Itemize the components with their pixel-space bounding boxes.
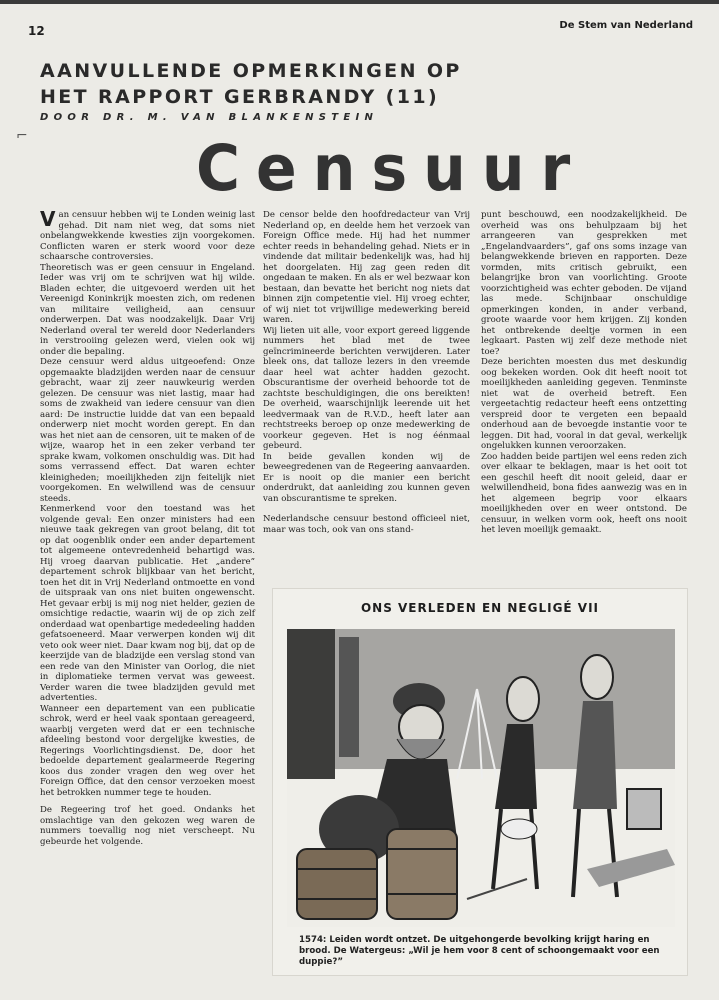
paragraph: Van censuur hebben wij te Londen weinig last gehad. Dit nam niet weg, dat soms niet onbelangwekkende kwesties zijn voorgekomen. Conflicten waren er sterk woord voor deze schaarsche controversies. [40, 207, 255, 262]
paragraph: Kenmerkend voor den toestand was het volgende geval: Een onzer ministers had een nieuwe taak gekregen van groot belang, dit tot op dat oogenblik onder een ander departement tot algemeene ontevredenheid behartigd was. Hij vroeg daarvan publicatie. Het „andere” departement schrok blijkbaar van het bericht, toen het dit in Vrij Nederland ontmoette en vond de uitspraak van ons niet buiten ongewenscht. Het gevaar erbij is mij nog niet helder, gezien de omsichtige redactie, waarin wij de op zich zelf onderdaad wat openbartige mededeeling hadden gefatsoeneerd. Maar verwerpen konden wij dit veto ook weer niet. Daar kwam nog bij, dat op de keerzijde van de bladzijde een verslag stond van een rede van den Minister van Oorlog, die niet in diplomatieke termen vervat was geweest. Verder waren die twee bladzijden gevuld met advertenties. [40, 504, 255, 703]
page-number: 12 [28, 24, 45, 38]
running-head: De Stem van Nederland [559, 20, 693, 31]
article-headline [40, 58, 462, 110]
pencil-margin-mark: ⌐ [16, 128, 28, 144]
paragraph: Wanneer een departement van een publicatie schrok, werd er heel vaak spontaan gereageerd, waarbij vergeten werd dat er een technische afdeeling bestond voor dergelijke kwesties, de Regerings Voorlichtingsdienst. De, door het bedoelde departement gealarmeerde Regering koos dus zonder vragen den weg over het Foreign Office, dat den censor verzoeken moest het betrokken nummer tege te houden. [40, 703, 255, 798]
paragraph: Zoo hadden beide partijen wel eens reden zich over elkaar te beklagen, maar is het ooit tot een geschil heeft dit nooit geleid, daar er welwillendheid, bona fides aanwezig was en in het algemeen begrip voor elkaars moeilijkheden over en weer ontstond. De censuur, in welken vorm ook, heeft ons nooit het leven moeilijk gemaakt. [481, 451, 687, 535]
paragraph: Wij lieten uit alle, voor export gereed liggende nummers het blad met de twee geïncrimineerde berichten verwijderen. Later bleek ons, dat talloze lezers in den vreemde daar heel wat achter hadden gezocht. Obscurantisme der overheid behoorde tot de zachtste beschuldigingen, die ons bereikten! De overheid, waarschijnlijk leerende uit het leedvermaak van de R.V.D., heeft later aan rechtstreeks beroep op onze medewerking de voorkeur gegeven. Het is nog éénmaal gebeurd. [263, 325, 470, 451]
article-title: Censuur [196, 132, 587, 206]
text-column-1 [40, 207, 255, 990]
cartoon-title: ONS VERLEDEN EN NEGLIGÉ VII [360, 601, 600, 615]
paragraph: Deze berichten moesten dus met deskundig oog bekeken worden. Ook dit heeft nooit tot moeilijkheden aanleiding gegeven. Tenminste niet wat de overheid betreft. Een vergeetachtig redacteur heeft eens ontzetting verspreid door te vergeten een bepaald onderhoud aan de bevoegde instantie voor te leggen. Dit had, vooral in dat geval, werkelijk ongelukken kunnen veroorzaken. [481, 357, 687, 451]
paragraph: Deze censuur werd aldus uitgeoefend: Onze opgemaakte bladzijden werden naar de censuur gebracht, waar zij zeer nauwkeurig werden gelezen. De censuur was niet lastig, maar had soms de zwakheid van iedere censuur van dien aard: De instructie luidde dat van een bepaald onderwerp niet mocht worden gerept. En dan was het niet aan de censoren, uit te maken of de wijze, waarop het in een zeker verband ter sprake kwam, volkomen onschuldig was. Dit had soms verrassend effect. Dat waren echter kleinigheden; moeilijkheden zijn feitelijk niet voorgekomen. En welwillend was de censuur steeds. [40, 357, 255, 504]
paragraph: punt beschouwd, een noodzakelijkheid. De overheid was ons behulpzaam bij het arrangeeren van gesprekken met „Engelandvaarders”, gaf ons soms inzage van belangwekkende brieven en rapporten. Deze vormden, mits critisch gebruikt, een belangrijke bron van voorlichting. Groote voorzichtigheid was echter geboden. De vijand las mede. Schijnbaar onschuldige opmerkingen konden, in ander verband, groote waarde voor hem krijgen. Zij konden het ontbrekende deeltje vormen in een legkaart. Pasten wij zelf deze methode niet toe? [481, 210, 687, 357]
text-column-2 [263, 210, 470, 570]
paragraph: In beide gevallen konden wij de beweegredenen van de Regeering aanvaarden. Er is nooit op die manier een bericht onderdrukt, dat aanleiding zou kunnen geven van obscurantisme te spreken. [263, 451, 470, 504]
text-column-3 [481, 210, 687, 570]
headline-line-2: HET RAPPORT GERBRANDY (11) [40, 86, 440, 108]
cartoon-caption: 1574: Leiden wordt ontzet. De uitgehongerde bevolking krijgt haring en brood. De Watergeus: „Wil je hem voor 8 cent of schoongemaakt voor een duppie?” [299, 935, 660, 967]
paragraph: De censor belde den hoofdredacteur van Vrij Nederland op, en deelde hem het verzoek van Foreign Office mede. Hij had het nummer echter reeds in behandeling gehad. Niets er in vindende dat militair bedenkelijk was, had hij het doorgelaten. Hij zag geen reden dit ongedaan te maken. En als er wel bezwaar kon bestaan, dan bevatte het bericht nog niets dat binnen zijn competentie viel. Hij vroeg echter, of wij niet tot vrijwillige medewerking bereid waren. [263, 210, 470, 325]
cartoon-illustration [287, 629, 675, 927]
drop-cap: V [40, 207, 56, 231]
headline-line-1: AANVULLENDE OPMERKINGEN OP [40, 60, 462, 82]
scan-top-edge [0, 0, 719, 4]
paragraph: De Regeering trof het goed. Ondanks het omslachtige van den gekozen weg waren de nummers toevallig nog niet verscheept. Nu gebeurde het volgende. [40, 805, 255, 847]
article-byline: DOOR DR. M. VAN BLANKENSTEIN [40, 112, 379, 123]
cartoon-panel [272, 588, 688, 976]
paragraph: Theoretisch was er geen censuur in Engeland. Ieder was vrij om te schrijven wat hij wilde. Bladen echter, die uitgevoerd werden uit het Vereenigd Koninkrijk moesten zich, om redenen van militaire veiligheid, aan censuur onderwerpen. Dat was noodzakelijk. Daar Vrij Nederland overal ter wereld door Nederlanders in verstrooiing gelezen werd, vielen ook wij onder die bepaling. [40, 262, 255, 357]
paragraph: Nederlandsche censuur bestond officieel niet, maar was toch, ook van ons stand- [263, 514, 470, 535]
